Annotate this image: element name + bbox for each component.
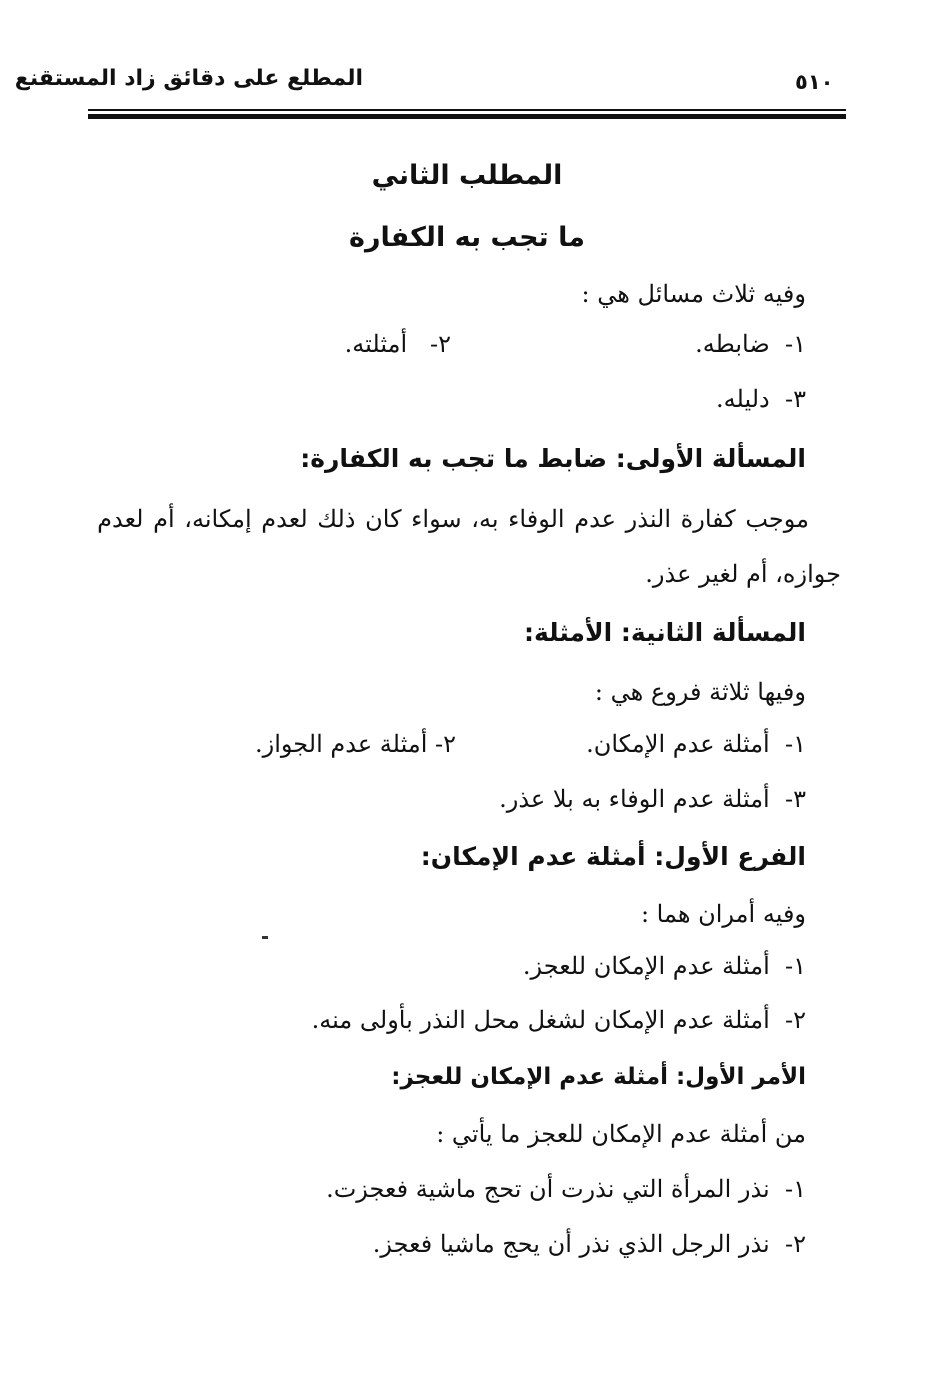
item-text: أمثلة عدم الإمكان للعجز. <box>522 952 770 980</box>
masala1-paragraph-line1 <box>97 505 809 533</box>
list-item <box>312 1006 806 1034</box>
amr1-heading: الأمر الأول: أمثلة عدم الإمكان للعجز: <box>391 1064 806 1090</box>
masala1-heading: المسألة الأولى: ضابط ما تجب به الكفارة: <box>300 444 806 473</box>
masala1-paragraph-line2: جوازه، أم لغير عذر. <box>645 560 841 588</box>
item-number: ١- <box>785 730 806 758</box>
item-number: ٣- <box>785 385 806 413</box>
item-text: أمثلة عدم الوفاء به بلا عذر. <box>499 785 770 813</box>
item-text: نذر المرأة التي نذرت أن تحج ماشية فعجزت. <box>326 1175 770 1203</box>
section-intro: وفيه ثلاث مسائل هي : <box>581 280 806 308</box>
item-text: أمثلة عدم الإمكان. <box>586 730 770 758</box>
word: كفارة <box>680 505 736 533</box>
word: لعدم <box>261 505 308 533</box>
word: كان <box>365 505 402 533</box>
item-text: نذر الرجل الذي نذر أن يحج ماشيا فعجز. <box>372 1230 770 1258</box>
list-item <box>373 1230 806 1258</box>
header-rule-thin <box>88 109 846 111</box>
list-item <box>499 785 806 813</box>
word: أم <box>153 505 175 533</box>
item-number: ٢- <box>785 1006 806 1034</box>
list-item <box>716 385 806 413</box>
masala2-intro: وفيها ثلاثة فروع هي : <box>594 678 806 706</box>
item-number: ١- <box>785 330 806 358</box>
item-text: أمثلته. <box>344 330 408 358</box>
word: عدم <box>574 505 616 533</box>
list-item <box>523 952 806 980</box>
item-text: أمثلة عدم الإمكان لشغل محل النذر بأولى منه. <box>311 1006 770 1034</box>
page-number: ٥١٠ <box>795 70 834 94</box>
item-number: ١- <box>785 952 806 980</box>
list-item <box>345 330 451 358</box>
section-subtitle: ما تجب به الكفارة <box>349 222 585 253</box>
far1-intro: وفيه أمران هما : <box>640 900 806 928</box>
amr1-intro: من أمثلة عدم الإمكان للعجز ما يأتي : <box>436 1120 806 1148</box>
list-item <box>326 1175 806 1203</box>
list-item <box>255 730 456 758</box>
item-number: ٢- <box>785 1230 806 1258</box>
masala2-heading: المسألة الثانية: الأمثلة: <box>523 618 806 647</box>
word: به، <box>471 505 499 533</box>
word: موجب <box>745 505 809 533</box>
word: إمكانه، <box>184 505 252 533</box>
section-title: المطلب الثاني <box>371 160 563 191</box>
word: لعدم <box>97 505 144 533</box>
item-text: ضابطه. <box>695 330 770 358</box>
far1-heading: الفرع الأول: أمثلة عدم الإمكان: <box>420 842 806 871</box>
list-item <box>695 330 806 358</box>
list-item <box>586 730 806 758</box>
word: سواء <box>411 505 462 533</box>
word: ذلك <box>317 505 356 533</box>
item-number: ٢- <box>435 730 456 758</box>
word: النذر <box>625 505 672 533</box>
item-number: ٢- <box>430 330 451 358</box>
item-number: ٣- <box>785 785 806 813</box>
stray-mark <box>262 936 268 939</box>
word: الوفاء <box>508 505 565 533</box>
running-header-title: المطلع على دقائق زاد المستقنع <box>14 66 363 91</box>
header-rule-thick <box>88 114 846 119</box>
item-text: أمثلة عدم الجواز. <box>254 730 428 758</box>
item-text: دليله. <box>716 385 770 413</box>
item-number: ١- <box>785 1175 806 1203</box>
